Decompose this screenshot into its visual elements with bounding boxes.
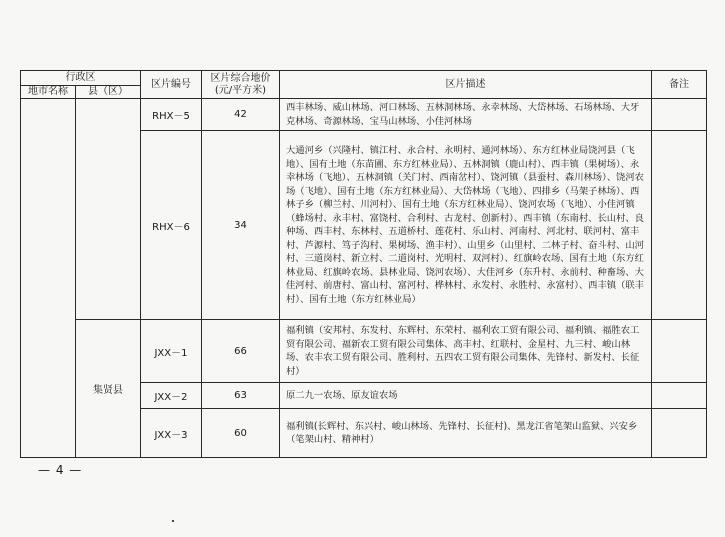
code-header: 区片编号 [141,71,202,99]
zone-price: 34 [202,131,280,320]
note-header: 备注 [652,71,707,99]
zone-note [652,320,707,383]
zone-code: JXX－2 [141,383,202,409]
zone-price: 60 [202,409,280,458]
zone-desc: 大通河乡（兴隆村、镇江村、永合村、永明村、通河林场）、东方红林业局饶河县（飞地）、国有土地（东苗圃、东方红林业局）、五林洞镇（鹿山村）、西丰镇（果树场）、永幸林场（飞地）、五林洞镇（关门村、西南岔村）、饶河镇（县蚕村、森川林场）、饶河农场（飞地）、国有土地（东方红林业局）、大岱林场（飞地）、四排乡（马架子林场）、西林子乡（柳兰村、川河村）、国有土地（东方红林业局）、饶河农场（飞地）、小佳河镇（蜂场村、永丰村、富饶村、合利村、古龙村、创新村）、西丰镇（东南村、长山村、良种场、西丰村、东林村、五道桥村、莲花村、乐山村、河南村、河北村、联河村、富丰村、芦源村、笃子沟村、果树场、渔丰村）、山里乡（山里村、二林子村、奋斗村、山河村、三道岗村、新立村、二道岗村、光明村、双河村）、红旗岭农场、国有土地（东方红林业局、红旗岭农场、县林业局、饶河农场）、大佳河乡（东升村、永前村、种畜场、大佳河村、前唐村、富山村、富河村、桦林村、永发村、永胜村、永富村）、西丰镇（联丰村）、国有土地（东方红林业局） [280,131,652,320]
zone-note [652,99,707,131]
zone-note [652,409,707,458]
scan-speck [172,520,174,522]
admin-area-header: 行政区 [21,71,141,86]
zone-desc: 西丰林场、威山林场、河口林场、五林洞林场、永幸林场、大岱林场、石场林场、大牙克林场、奇源林场、宝马山林场、小佳河林场 [280,99,652,131]
zone-desc: 福利镇(长辉村、东兴村、峻山林场、先锋村、长征村)、黑龙江省笔架山监狱、兴安乡（笔架山村、精神村） [280,409,652,458]
zone-code: RHX－5 [141,99,202,131]
land-price-table [20,70,706,458]
zone-desc: 福利镇（安邦村、东发村、东辉村、东荣村、福利农工贸有限公司、福利镇、福胜农工贸有限公司、福新农工贸有限公司集体、高丰村、红联村、金星村、九三村、峻山林场、农丰农工贸有限公司、胜利村、五四农工贸有限公司集体、先锋村、新发村、长征村） [280,320,652,383]
desc-header: 区片描述 [280,71,652,99]
page-number: — 4 — [38,463,83,477]
county-cell [76,99,141,320]
price-header-line2: (元/平方米) [214,84,267,96]
zone-note [652,131,707,320]
table-row [21,320,707,383]
zone-price: 63 [202,383,280,409]
zone-desc: 原二九一农场、原友谊农场 [280,383,652,409]
price-header-line1: 区片综合地价 [210,72,271,84]
price-header [202,71,280,99]
zone-code: JXX－3 [141,409,202,458]
zone-note [652,383,707,409]
zone-code: RHX－6 [141,131,202,320]
zone-code: JXX－1 [141,320,202,383]
zone-price: 42 [202,99,280,131]
zone-price: 66 [202,320,280,383]
table-row [21,99,707,131]
city-header: 地市名称 [21,86,76,99]
city-cell [21,99,76,458]
header-row-1 [21,71,707,86]
county-header: 县（区） [76,86,141,99]
county-name: 集贤县 [76,320,141,458]
